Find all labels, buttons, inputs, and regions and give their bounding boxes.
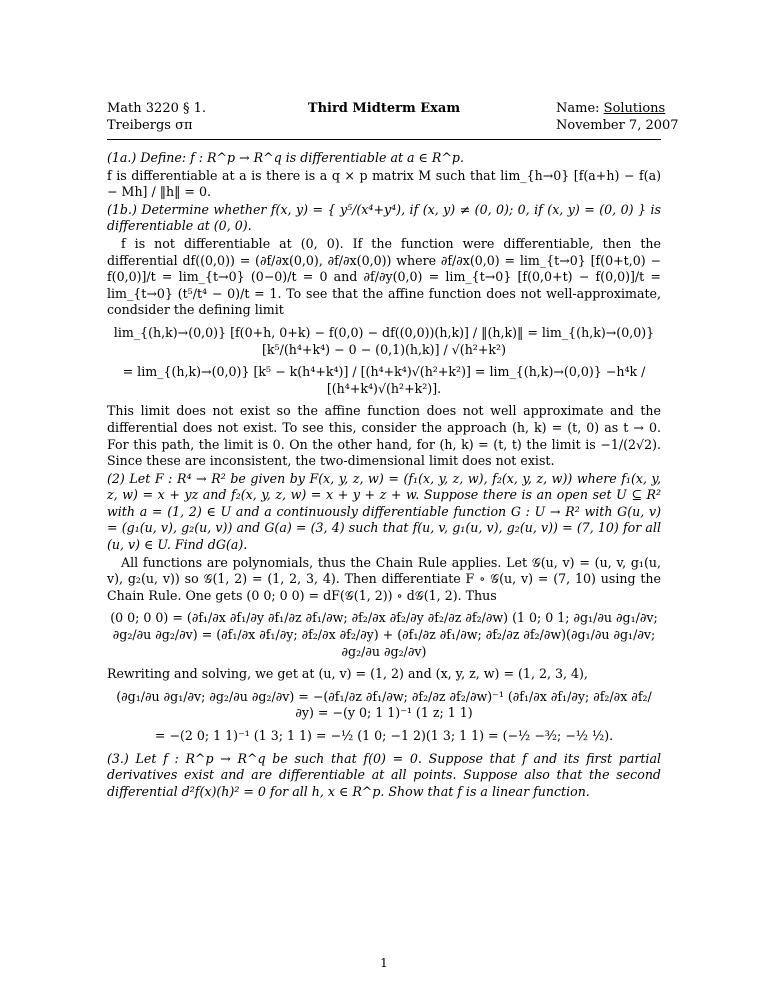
q1a-prompt: (1a.) Define: f : R^p → R^q is differentiable at a ∈ R^p. xyxy=(107,150,464,165)
name-line xyxy=(556,100,679,117)
q2-solve-equation-2: = −(2 0; 1 1)⁻¹ (1 3; 1 1) = −½ (1 0; −1 2)(1 3; 1 1) = (−½ −³⁄₂; −½ ½). xyxy=(154,728,614,743)
q1b-limit-display-2: = lim_{(h,k)→(0,0)} [k⁵ − k(h⁴+k⁴)] / [(h⁴+k⁴)√(h²+k²)] = lim_{(h,k)→(0,0)} −h⁴k / [(h⁴+k⁴)√(h²+k²)]. xyxy=(122,364,646,396)
q3-prompt: (3.) Let f : R^p → R^q be such that f(0) = 0. Suppose that f and its first partial derivatives exist and are differentiable at all points. Suppose also that the second differential d²f(x)(h)² = 0 for all h, x ∈ R^p. Show that f is a linear function. xyxy=(107,750,661,799)
q1b-prompt: (1b.) Determine whether f(x, y) = { y⁵/(x⁴+y⁴), if (x, y) ≠ (0, 0); 0, if (x, y) = (0, 0) } is differentiable at (0, 0). xyxy=(107,201,661,234)
q1b-paragraph-1: f is not differentiable at (0, 0). If the function were differentiable, then the differential df((0,0)) = (∂f/∂x(0,0), ∂f/∂x(0,0)) where ∂f/∂x(0,0) = lim_{t→0} [f(0+t,0) − f(0,0)]/t = lim_{t→0} (0−0)/t = 0 and ∂f/∂y(0,0) = lim_{t→0} [f(0,0+t) − f(0,0)]/t = lim_{t→0} (t⁵/t⁴ − 0)/t = 1. To see that the affine function does not well-approximate, condsider the defining limit xyxy=(107,235,661,318)
q2-chain-rule-equation: (0 0; 0 0) = (∂f₁/∂x ∂f₁/∂y ∂f₁/∂z ∂f₁/∂w; ∂f₂/∂x ∂f₂/∂y ∂f₂/∂z ∂f₂/∂w) (1 0; 0 1; ∂g₁/∂u ∂g₁/∂v; ∂g₂/∂u ∂g₂/∂v) = (∂f₁/∂x ∂f₁/∂y; ∂f₂/∂x ∂f₂/∂y) + (∂f₁/∂z ∂f₁/∂w; ∂f₂/∂z ∂f₂/∂w)(∂g₁/∂u ∂g₁/∂v; ∂g₂/∂u ∂g₂/∂v) xyxy=(110,610,658,659)
q1b-limit-display-1: lim_{(h,k)→(0,0)} [f(0+h, 0+k) − f(0,0) − df((0,0))(h,k)] / ‖(h,k)‖ = lim_{(h,k)→(0,0)} [k⁵/(h⁴+k⁴) − 0 − (0,1)(h,k)] / √(h²+k²) xyxy=(113,324,655,357)
instructor-line: Treibergs σπ xyxy=(107,118,193,133)
course-line: Math 3220 § 1. xyxy=(107,101,207,116)
name-label: Name: xyxy=(556,101,600,116)
q2-prompt: (2) Let F : R⁴ → R² be given by F(x, y, z, w) = (f₁(x, y, z, w), f₂(x, y, z, w)) where f₁(x, y, z, w) = x + yz and f₂(x, y, z, w) = x + y + z + w. Suppose there is an open set U ⊆ R² with a = (1, 2) ∈ U and a continuously differentiable function G : U → R² with G(u, v) = (g₁(u, v), g₂(u, v)) and G(a) = (3, 4) such that f(u, v, g₁(u, v), g₂(u, v)) = (7, 10) for all (u, v) ∈ U. Find dG(a). xyxy=(107,470,661,553)
q1b-paragraph-2: This limit does not exist so the affine function does not well approximate and the differential does not exist. To see this, consider the approach (h, k) = (t, 0) as t → 0. For this path, the limit is 0. On the other hand, for (h, k) = (t, t) the limit is −1/(2√2). Since these are inconsistent, the two-dimensional limit does not exist. xyxy=(107,403,661,469)
name-date xyxy=(556,100,679,134)
name-value: Solutions xyxy=(603,101,666,116)
q1a-answer: f is differentiable at a is there is a q × p matrix M such that lim_{h→0} [f(a+h) − f(a) − Mh] / ‖h‖ = 0. xyxy=(107,167,661,200)
exam-body xyxy=(107,150,661,801)
header-rule xyxy=(107,139,661,140)
date-line: November 7, 2007 xyxy=(556,118,679,133)
q2-solve-equation-1: (∂g₁/∂u ∂g₁/∂v; ∂g₂/∂u ∂g₂/∂v) = −(∂f₁/∂z ∂f₁/∂w; ∂f₂/∂z ∂f₂/∂w)⁻¹ (∂f₁/∂x ∂f₁/∂y; ∂f₂/∂x ∂f₂/∂y) = −(y 0; 1 1)⁻¹ (1 z; 1 1) xyxy=(116,688,652,721)
page-number: 1 xyxy=(380,956,388,970)
q2-paragraph-1: All functions are polynomials, thus the Chain Rule applies. Let 𝒢(u, v) = (u, v, g₁(u, v), g₂(u, v)) so 𝒢(1, 2) = (1, 2, 3, 4). Then differentiate F ∘ 𝒢(u, v) = (7, 10) using the Chain Rule. One gets (0 0; 0 0) = dF(𝒢(1, 2)) ∘ d𝒢(1, 2). Thus xyxy=(107,554,661,603)
exam-title: Third Midterm Exam xyxy=(307,101,461,116)
q2-paragraph-2: Rewriting and solving, we get at (u, v) = (1, 2) and (x, y, z, w) = (1, 2, 3, 4), xyxy=(107,666,588,682)
